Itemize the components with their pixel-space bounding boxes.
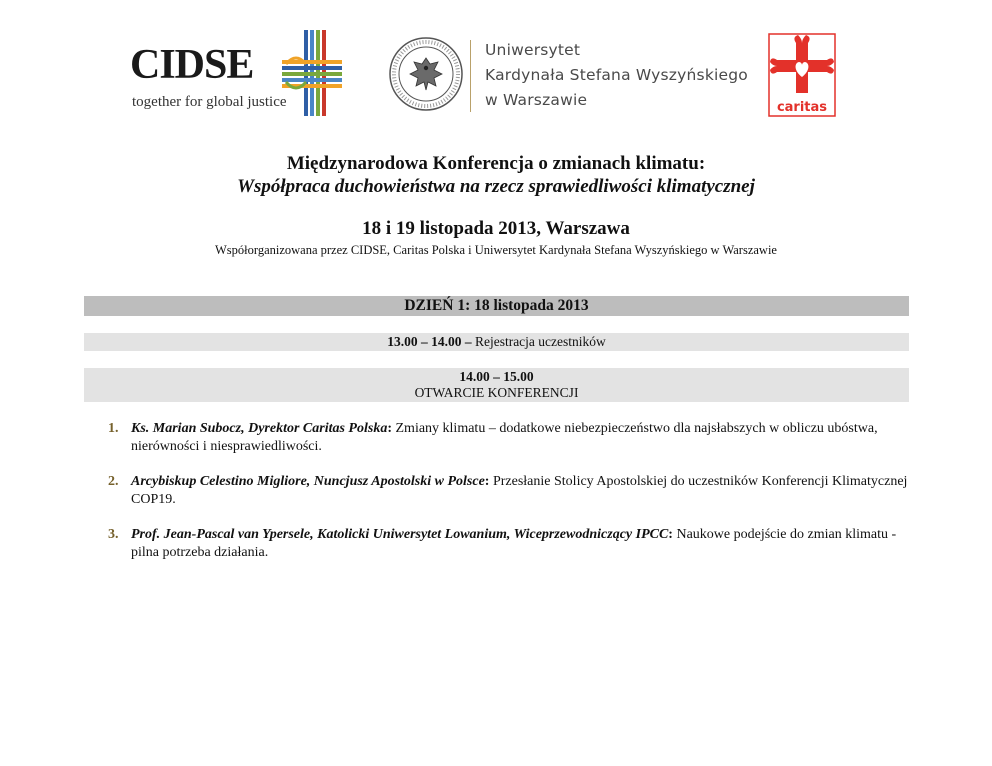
caritas-label: caritas (776, 100, 828, 115)
speaker-name: Arcybiskup Celestino Migliore, Nuncjusz Apostolski w Polsce (131, 474, 485, 489)
coorganizers-line: Współorganizowana przez CIDSE, Caritas Polska i Uniwersytet Kardynała Stefana Wyszyńskiego w Warszawie (215, 243, 777, 257)
uksw-line-3: w Warszawie (485, 91, 588, 109)
registration-text: Rejestracja uczestników (471, 334, 606, 349)
logo-strip (0, 0, 992, 130)
speaker-topic: Przesłanie Stolicy Apostolskiej do uczestników Konferencji Klimatycznej COP19. (131, 474, 908, 507)
cidse-wordmark: CIDSE (130, 42, 254, 88)
list-number: 1. (108, 421, 119, 436)
uksw-line-2: Kardynała Stefana Wyszyńskiego (485, 66, 748, 84)
opening-label: OTWARCIE KONFERENCJI (414, 385, 579, 400)
uksw-wordmark (485, 38, 748, 113)
cidse-tagline: together for global justice (132, 94, 287, 110)
list-item (108, 526, 908, 561)
title-block (0, 152, 992, 258)
opening-time: 14.00 – 15.00 (459, 369, 534, 384)
speaker-topic: Zmiany klimatu – dodatkowe niebezpieczeństwo dla najsłabszych w obliczu ubóstwa, nierówności i niesprawiedliwości. (131, 421, 878, 454)
day-header: DZIEŃ 1: 18 listopada 2013 (84, 296, 909, 316)
list-item (108, 420, 908, 455)
opening-session (84, 368, 909, 402)
speaker-separator: : (484, 474, 490, 489)
registration-session (84, 333, 909, 351)
speaker-separator: : (387, 421, 392, 436)
speaker-separator: : (668, 527, 673, 542)
conference-title: Międzynarodowa Konferencja o zmianach klimatu: (286, 153, 706, 174)
list-number: 2. (108, 474, 119, 489)
speaker-topic: Naukowe podejście do zmian klimatu - pilna potrzeba działania. (131, 527, 897, 560)
logo-divider (470, 40, 471, 112)
registration-time: 13.00 – 14.00 – (387, 334, 472, 349)
conference-date: 18 i 19 listopada 2013, Warszawa (362, 218, 630, 239)
caritas-logo (768, 33, 836, 117)
uksw-seal-icon (388, 36, 464, 112)
cidse-logo (130, 30, 365, 120)
speaker-name: Ks. Marian Subocz, Dyrektor Caritas Polska (131, 421, 388, 436)
uksw-line-1: Uniwersytet (485, 41, 581, 59)
list-item (108, 473, 908, 508)
conference-subtitle: Współpraca duchowieństwa na rzecz sprawiedliwości klimatycznej (237, 176, 755, 197)
list-number: 3. (108, 527, 119, 542)
speaker-name: Prof. Jean-Pascal van Ypersele, Katolicki Uniwersytet Lowanium, Wiceprzewodniczący IPCC (131, 527, 669, 542)
speaker-list (108, 420, 908, 579)
cidse-woven-icon (282, 30, 342, 116)
